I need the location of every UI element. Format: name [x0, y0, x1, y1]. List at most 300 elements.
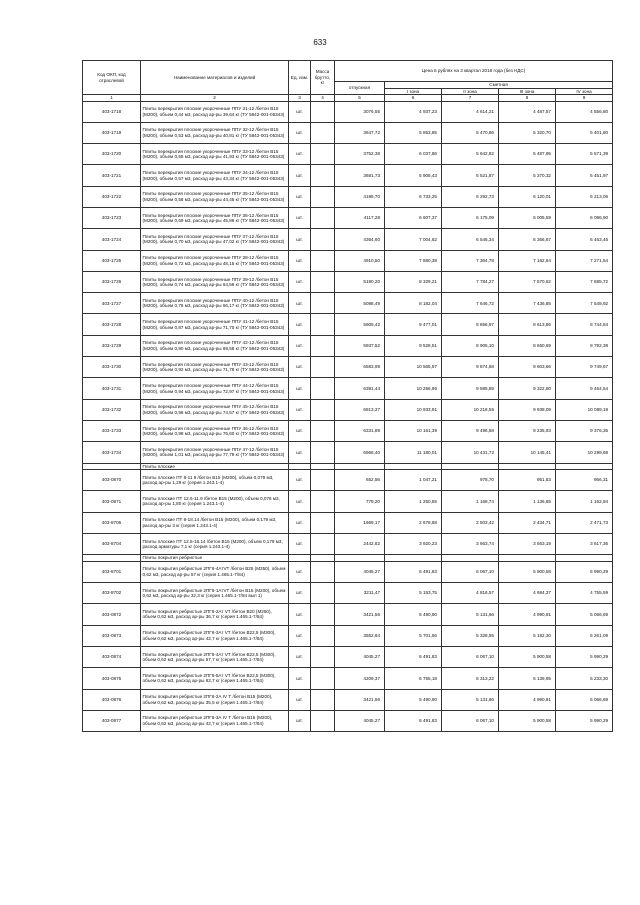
row-price-otpusk: 3681,73 — [335, 165, 385, 186]
row-unit: шт. — [289, 646, 311, 667]
row-price-zone-2: 6 067,10 — [442, 710, 499, 731]
row-code: 403-0872 — [83, 604, 141, 625]
row-name: Плиты перекрытия плоские укороченные ППУ 33-12 /бетон В15 (М200), объем 0,55 м3, расход ар-ры 41,93 кг (ТУ 5842-001-05343) — [141, 144, 289, 165]
row-price-zone-2: 1 168,74 — [442, 491, 499, 512]
row-price-zone-1: 10 565,97 — [385, 357, 442, 378]
table-row — [83, 357, 613, 378]
row-price-zone-3: 7 570,62 — [499, 271, 556, 292]
col-number: 2 — [141, 95, 289, 102]
row-price-zone-2: 8 905,10 — [442, 335, 499, 356]
row-price-zone-2: 3 663,74 — [442, 533, 499, 554]
row-code: 403-1727 — [83, 293, 141, 314]
table-row — [83, 710, 613, 731]
table-row — [83, 420, 613, 441]
row-price-zone-1: 5 490,90 — [385, 689, 442, 710]
table-row — [83, 561, 613, 582]
row-price-zone-3: 8 660,69 — [499, 335, 556, 356]
table-row — [83, 229, 613, 250]
row-price-zone-4: 5 401,80 — [556, 122, 613, 143]
row-price-otpusk: 4117,28 — [335, 207, 385, 228]
row-name: Плиты перекрытия плоские укороченные ППУ 45-12 /бетон В15 (М200), объем 0,96 м3, расход ар-ры 74,57 кг (ТУ 5842-001-05343) — [141, 399, 289, 420]
row-name: Плиты перекрытия плоские укороченные ППУ 42-12 /бетон В15 (М200), объем 0,90 м3, расход ар-ры 69,58 кг (ТУ 5842-001-05343) — [141, 335, 289, 356]
row-code: 403-1724 — [83, 229, 141, 250]
page-number: 633 — [313, 38, 327, 47]
row-price-zone-1: 5 853,85 — [385, 122, 442, 143]
row-mass — [311, 399, 335, 420]
row-name: Плиты покрытия ребристые 2ПГ6-4Ат VT /бетон В22,5 (М300), объем 0,62 м3, расход ар-ры 57,7 кг (серия 1.465.1-7/84) — [141, 646, 289, 667]
col-number: 3 — [289, 95, 311, 102]
row-price-zone-3: 9 322,80 — [499, 378, 556, 399]
row-code: 403-1732 — [83, 399, 141, 420]
row-price-zone-3: 5 182,30 — [499, 625, 556, 646]
row-price-zone-3: 6 139,95 — [499, 668, 556, 689]
row-code: 403-0876 — [83, 689, 141, 710]
row-code: 403-1723 — [83, 207, 141, 228]
row-price-otpusk: 3647,72 — [335, 122, 385, 143]
row-price-zone-3: 9 603,66 — [499, 357, 556, 378]
table-header — [83, 61, 613, 102]
row-price-otpusk: 5190,20 — [335, 271, 385, 292]
row-mass — [311, 668, 335, 689]
row-price-zone-1: 7 004,62 — [385, 229, 442, 250]
table-row — [83, 144, 613, 165]
row-price-zone-3: 5 320,70 — [499, 122, 556, 143]
col-number: 7 — [442, 95, 499, 102]
row-price-zone-3: 4 990,81 — [499, 689, 556, 710]
row-unit: шт. — [289, 207, 311, 228]
table-row — [83, 271, 613, 292]
row-code: 403-8702 — [83, 583, 141, 604]
row-mass — [311, 420, 335, 441]
row-price-zone-1: 9 528,51 — [385, 335, 442, 356]
row-price-zone-2: 10 431,72 — [442, 442, 499, 463]
row-price-zone-3: 5 370,32 — [499, 165, 556, 186]
row-name: Плиты перекрытия плоские укороченные ППУ 35-12 /бетон В15 (М200), объем 0,58 м3, расход ар-ры 44,45 кг (ТУ 5842-001-05343) — [141, 186, 289, 207]
row-price-zone-1: 3 920,23 — [385, 533, 442, 554]
row-price-zone-1: 8 329,21 — [385, 271, 442, 292]
header-otpusk: отпускная — [335, 82, 385, 95]
row-unit: шт. — [289, 293, 311, 314]
row-price-zone-2: 5 642,82 — [442, 144, 499, 165]
header-name: Наименование материалов и изделий — [141, 61, 289, 95]
row-mass — [311, 165, 335, 186]
row-name: Плиты плоские ПТ 12.5-11.9 /бетон В15 (М200), объем 0,076 м3, расход ар-ры 1,80 кг (серия 1.243.1-4) — [141, 491, 289, 512]
row-price-zone-3: 951,83 — [499, 470, 556, 491]
row-code: 403-1722 — [83, 186, 141, 207]
row-mass — [311, 144, 335, 165]
row-price-zone-1: 6 607,37 — [385, 207, 442, 228]
row-price-zone-3: 10 145,41 — [499, 442, 556, 463]
row-name: Плиты покрытия ребристые 2ПГ6-4АтVT /бетон В25 (М350), объем 0,62 м3, расход ар-ры 57 кг (серия 1.465.1-7/84) — [141, 561, 289, 582]
table-row — [83, 491, 613, 512]
row-price-otpusk: 5937,52 — [335, 335, 385, 356]
row-price-zone-1: 6 491,83 — [385, 646, 442, 667]
row-unit: шт. — [289, 470, 311, 491]
row-price-zone-2: 5 328,55 — [442, 625, 499, 646]
row-price-otpusk: 3421,56 — [335, 689, 385, 710]
row-name: Плиты перекрытия плоские укороченные ППУ 44-12 /бетон В15 (М200), объем 0,94 м3, расход ар-ры 72,97 кг (ТУ 5842-001-05343) — [141, 378, 289, 399]
row-code: 403-0871 — [83, 491, 141, 512]
row-price-zone-1: 4 937,23 — [385, 101, 442, 122]
row-code: 403-1720 — [83, 144, 141, 165]
header-zone-3: III зона — [499, 88, 556, 95]
row-code: 403-1730 — [83, 357, 141, 378]
row-unit: шт. — [289, 378, 311, 399]
row-mass — [311, 378, 335, 399]
row-mass — [311, 101, 335, 122]
row-code: 403-1733 — [83, 420, 141, 441]
row-price-zone-2: 9 585,89 — [442, 378, 499, 399]
row-price-zone-3: 2 434,71 — [499, 512, 556, 533]
row-code: 403-0870 — [83, 470, 141, 491]
row-mass — [311, 122, 335, 143]
row-name: Плиты перекрытия плоские укороченные ППУ 46-12 /бетон В15 (М200), объем 0,98 м3, расход ар-ры 76,60 кг (ТУ 5842-001-05343) — [141, 420, 289, 441]
table-row — [83, 604, 613, 625]
row-unit: шт. — [289, 165, 311, 186]
price-table — [82, 60, 613, 732]
row-price-zone-4: 6 096,90 — [556, 207, 613, 228]
table-row — [83, 512, 613, 533]
row-price-zone-4: 9 749,67 — [556, 357, 613, 378]
row-mass — [311, 229, 335, 250]
row-price-zone-3: 5 900,58 — [499, 561, 556, 582]
row-price-zone-4: 1 152,94 — [556, 491, 613, 512]
row-mass — [311, 491, 335, 512]
row-name: Плиты плоские ПТ 8-18.14 /бетон В15 (М200), объем 0,179 м3, расход ар-ры 3 кг (серия 1.243.1-4) — [141, 512, 289, 533]
row-price-zone-4: 4 755,59 — [556, 583, 613, 604]
row-price-zone-1: 11 180,01 — [385, 442, 442, 463]
row-unit: шт. — [289, 668, 311, 689]
row-mass — [311, 207, 335, 228]
row-price-zone-3: 5 487,95 — [499, 144, 556, 165]
table-row — [83, 625, 613, 646]
table-row — [83, 668, 613, 689]
row-name: Плиты покрытия ребристые 2ПГ6-1АтVT /бетон В15 (М200), объем 0,62 м3, расход ар-ры 32,3 кг (серия 1.465.1-7/84 вып 1) — [141, 583, 289, 604]
row-mass — [311, 442, 335, 463]
table-row — [83, 186, 613, 207]
row-price-zone-4: 7 271,54 — [556, 250, 613, 271]
header-mass: Масса брутто, кг — [311, 61, 335, 95]
row-price-zone-4: 2 471,73 — [556, 512, 613, 533]
row-price-otpusk: 4045,27 — [335, 646, 385, 667]
row-mass — [311, 335, 335, 356]
row-unit: шт. — [289, 710, 311, 731]
row-price-zone-2: 4 614,21 — [442, 101, 499, 122]
row-price-otpusk: 6583,99 — [335, 357, 385, 378]
row-price-zone-3: 7 436,85 — [499, 293, 556, 314]
row-unit: шт. — [289, 144, 311, 165]
row-price-zone-4: 9 464,54 — [556, 378, 613, 399]
table-row — [83, 122, 613, 143]
row-price-zone-2: 6 175,09 — [442, 207, 499, 228]
row-price-otpusk: 1669,17 — [335, 512, 385, 533]
row-price-zone-3: 1 136,65 — [499, 491, 556, 512]
row-price-otpusk: 779,20 — [335, 491, 385, 512]
row-mass — [311, 583, 335, 604]
row-price-zone-3: 9 235,93 — [499, 420, 556, 441]
row-price-zone-4: 7 685,72 — [556, 271, 613, 292]
row-code: 403-8701 — [83, 561, 141, 582]
row-code: 403-0874 — [83, 646, 141, 667]
row-mass — [311, 314, 335, 335]
table-row — [83, 293, 613, 314]
row-price-otpusk: 3076,55 — [335, 101, 385, 122]
header-smetnaya: Сметная — [385, 82, 613, 89]
row-unit: шт. — [289, 561, 311, 582]
row-price-zone-2: 6 067,10 — [442, 561, 499, 582]
row-price-zone-4: 10 299,68 — [556, 442, 613, 463]
row-price-otpusk: 4209,37 — [335, 668, 385, 689]
row-code: 403-1734 — [83, 442, 141, 463]
row-price-otpusk: 3752,38 — [335, 144, 385, 165]
header-zone-2: II зона — [442, 88, 499, 95]
row-mass — [311, 604, 335, 625]
row-price-zone-4: 6 213,06 — [556, 186, 613, 207]
row-price-zone-2: 8 856,97 — [442, 314, 499, 335]
col-number: 9 — [556, 95, 613, 102]
row-price-zone-3: 4 684,37 — [499, 583, 556, 604]
row-price-zone-1: 5 701,56 — [385, 625, 442, 646]
row-price-otpusk: 652,56 — [335, 470, 385, 491]
row-price-zone-2: 5 521,87 — [442, 165, 499, 186]
row-mass — [311, 186, 335, 207]
table-row — [83, 207, 613, 228]
row-price-otpusk: 6813,27 — [335, 399, 385, 420]
row-code: 403-1725 — [83, 250, 141, 271]
table-row — [83, 399, 613, 420]
row-price-otpusk: 2442,82 — [335, 533, 385, 554]
row-unit: шт. — [289, 512, 311, 533]
table-row — [83, 689, 613, 710]
row-name: Плиты покрытия ребристые 2ПГ6-2Ат VT /бетон В20 (М250), объем 0,62 м3, расход ар-ры 36,7 кг (серия 1.465.1-7/84) — [141, 604, 289, 625]
row-mass — [311, 533, 335, 554]
row-price-zone-3: 5 900,58 — [499, 710, 556, 731]
row-price-zone-1: 8 182,04 — [385, 293, 442, 314]
row-mass — [311, 646, 335, 667]
row-price-zone-3: 7 162,64 — [499, 250, 556, 271]
row-code: 403-8706 — [83, 512, 141, 533]
row-price-zone-4: 9 376,35 — [556, 420, 613, 441]
row-name: Плиты покрытия ребристые 2ПГ6-3А IV Т /бетон В15 (М200), объем 0,62 м3, расход ар-ры 42,7 кг (серия 1.465.1-7/84) — [141, 710, 289, 731]
row-price-zone-1: 1 047,21 — [385, 470, 442, 491]
row-name: Плиты покрытия ребристые 2ПГ6-2А IV Т /бетон В15 (М200), объем 0,62 м3, расход ар-ры 35,5 кг (серия 1.465.1-7/84) — [141, 689, 289, 710]
row-unit: шт. — [289, 357, 311, 378]
row-name: Плиты перекрытия плоские укороченные ППУ 34-12 /бетон В15 (М200), объем 0,57 м3, расход ар-ры 43,34 кг (ТУ 5842-001-05343) — [141, 165, 289, 186]
row-price-zone-4: 966,31 — [556, 470, 613, 491]
col-number: 4 — [311, 95, 335, 102]
row-price-zone-1: 9 477,01 — [385, 314, 442, 335]
row-unit: шт. — [289, 491, 311, 512]
row-price-otpusk: 4195,70 — [335, 186, 385, 207]
row-price-zone-2: 9 874,68 — [442, 357, 499, 378]
row-price-zone-2: 6 292,73 — [442, 186, 499, 207]
row-unit: шт. — [289, 625, 311, 646]
row-price-otpusk: 5905,42 — [335, 314, 385, 335]
row-price-zone-1: 6 037,86 — [385, 144, 442, 165]
row-price-zone-4: 4 556,80 — [556, 101, 613, 122]
row-price-otpusk: 6331,89 — [335, 420, 385, 441]
table-row — [83, 442, 613, 463]
row-price-zone-1: 6 733,25 — [385, 186, 442, 207]
row-unit: шт. — [289, 101, 311, 122]
row-price-zone-2: 6 067,10 — [442, 646, 499, 667]
row-unit: шт. — [289, 533, 311, 554]
row-mass — [311, 710, 335, 731]
header-unit: Ед. изм. — [289, 61, 311, 95]
row-price-otpusk: 4364,60 — [335, 229, 385, 250]
row-price-zone-1: 6 491,83 — [385, 561, 442, 582]
row-price-zone-4: 8 744,84 — [556, 314, 613, 335]
table-row — [83, 533, 613, 554]
row-name: Плиты перекрытия плоские укороченные ППУ 32-12 /бетон В15 (М200), объем 0,53 м3, расход ар-ры 40,81 кг (ТУ 5842-001-05343) — [141, 122, 289, 143]
section-title: Плиты плоские — [141, 463, 289, 470]
row-name: Плиты перекрытия плоские укороченные ППУ 47-12 /бетон В15 (М200), объем 1,01 м3, расход ар-ры 77,79 кг (ТУ 5842-001-05343) — [141, 442, 289, 463]
row-price-zone-3: 4 990,81 — [499, 604, 556, 625]
col-number: 5 — [335, 95, 385, 102]
row-mass — [311, 625, 335, 646]
col-number: 8 — [499, 95, 556, 102]
row-price-otpusk: 3211,47 — [335, 583, 385, 604]
header-price-group: Цена в рублях на 3 квартал 2016 года (без НДС) — [335, 61, 613, 82]
row-price-zone-4: 7 549,92 — [556, 293, 613, 314]
row-unit: шт. — [289, 229, 311, 250]
row-unit: шт. — [289, 335, 311, 356]
row-unit: шт. — [289, 689, 311, 710]
row-mass — [311, 357, 335, 378]
row-name: Плиты перекрытия плоские укороченные ППУ 40-12 /бетон В15 (М200), объем 0,76 м3, расход ар-ры 66,17 кг (ТУ 5842-001-05343) — [141, 293, 289, 314]
table-row — [83, 101, 613, 122]
row-price-zone-2: 10 218,55 — [442, 399, 499, 420]
row-price-zone-4: 8 792,38 — [556, 335, 613, 356]
row-unit: шт. — [289, 122, 311, 143]
row-price-zone-2: 7 364,78 — [442, 250, 499, 271]
row-price-zone-1: 5 490,90 — [385, 604, 442, 625]
row-code: 403-0873 — [83, 625, 141, 646]
row-price-zone-4: 5 066,69 — [556, 604, 613, 625]
row-price-zone-1: 5 908,43 — [385, 165, 442, 186]
row-price-zone-3: 6 005,59 — [499, 207, 556, 228]
row-code: 403-0877 — [83, 710, 141, 731]
row-price-otpusk: 3421,56 — [335, 604, 385, 625]
table-row — [83, 378, 613, 399]
row-price-otpusk: 4045,27 — [335, 710, 385, 731]
table-row — [83, 250, 613, 271]
row-code: 403-1728 — [83, 314, 141, 335]
table-row — [83, 470, 613, 491]
row-price-zone-2: 6 313,22 — [442, 668, 499, 689]
row-price-zone-2: 978,70 — [442, 470, 499, 491]
row-price-zone-2: 4 816,57 — [442, 583, 499, 604]
row-price-zone-4: 5 571,39 — [556, 144, 613, 165]
section-title: Плиты покрытия ребристые — [141, 555, 289, 562]
row-mass — [311, 470, 335, 491]
row-name: Плиты перекрытия плоские укороченные ППУ 41-12 /бетон В15 (М200), объем 0,87 м3, расход ар-ры 71,70 кг (ТУ 5842-001-05343) — [141, 314, 289, 335]
row-name: Плиты перекрытия плоские укороченные ППУ 37-12 /бетон В15 (М200), объем 0,70 м3, расход ар-ры 47,02 кг (ТУ 5842-001-05343) — [141, 229, 289, 250]
row-price-zone-3: 5 900,58 — [499, 646, 556, 667]
row-name: Плиты покрытия ребристые 2ПГ6-5Ат VT /бетон В22,5 (М300), объем 0,62 м3, расход ар-ры 62,7 кг (серия 1.465.1-7/84) — [141, 668, 289, 689]
row-price-zone-1: 7 880,38 — [385, 250, 442, 271]
header-zone-1: I зона — [385, 88, 442, 95]
row-code: 403-0875 — [83, 668, 141, 689]
row-price-zone-4: 5 990,29 — [556, 561, 613, 582]
row-price-zone-2: 2 503,42 — [442, 512, 499, 533]
row-price-zone-3: 3 563,19 — [499, 533, 556, 554]
row-price-zone-4: 5 990,29 — [556, 710, 613, 731]
row-price-zone-4: 6 463,46 — [556, 229, 613, 250]
row-unit: шт. — [289, 186, 311, 207]
header-code: Код ОКП, код отраслевой — [83, 61, 141, 95]
row-price-zone-3: 4 487,57 — [499, 101, 556, 122]
col-number: 1 — [83, 95, 141, 102]
row-price-zone-3: 6 120,01 — [499, 186, 556, 207]
row-mass — [311, 271, 335, 292]
col-number: 6 — [385, 95, 442, 102]
row-name: Плиты плоские ПТ 12.5-16.14 /бетон В15 (М200), объем 0,179 м3, расход арматуры 7,1 кг (серия 1.243.1-4) — [141, 533, 289, 554]
row-name: Плиты перекрытия плоские укороченные ППУ 31-12 /бетон В15 (М200), объем 0,44 м3, расход ар-ры 39,64 кг (ТУ 5842-001-05343) — [141, 101, 289, 122]
row-price-zone-3: 8 613,86 — [499, 314, 556, 335]
row-name: Плиты перекрытия плоские укороченные ППУ 36-12 /бетон В15 (М200), объем 0,69 м3, расход ар-ры 45,86 кг (ТУ 5842-001-05343) — [141, 207, 289, 228]
row-price-zone-3: 9 938,09 — [499, 399, 556, 420]
table-row — [83, 165, 613, 186]
row-price-zone-1: 10 161,39 — [385, 420, 442, 441]
row-price-zone-4: 5 066,69 — [556, 689, 613, 710]
row-price-zone-2: 6 546,34 — [442, 229, 499, 250]
table-row — [83, 646, 613, 667]
row-price-zone-2: 5 131,66 — [442, 689, 499, 710]
row-price-otpusk: 4045,27 — [335, 561, 385, 582]
row-price-otpusk: 6391,44 — [335, 378, 385, 399]
row-price-zone-1: 2 678,68 — [385, 512, 442, 533]
row-price-zone-4: 10 089,19 — [556, 399, 613, 420]
row-price-zone-1: 5 153,75 — [385, 583, 442, 604]
row-price-zone-2: 7 646,72 — [442, 293, 499, 314]
row-price-zone-2: 9 496,58 — [442, 420, 499, 441]
row-code: 403-1726 — [83, 271, 141, 292]
row-name: Плиты плоские ПТ 8-11 9 /бетон В15 (М200), объем 0,079 м3, расход ар-ры 1,29 кг (серия 1.243.1-4) — [141, 470, 289, 491]
row-price-zone-1: 6 491,83 — [385, 710, 442, 731]
table-body — [83, 101, 613, 732]
row-price-zone-4: 3 617,36 — [556, 533, 613, 554]
row-code: 403-8704 — [83, 533, 141, 554]
row-mass — [311, 250, 335, 271]
row-code: 403-1719 — [83, 122, 141, 143]
row-name: Плиты перекрытия плоские укороченные ППУ 39-12 /бетон В15 (М200), объем 0,74 м3, расход ар-ры 64,56 кг (ТУ 5842-001-05343) — [141, 271, 289, 292]
table-row — [83, 335, 613, 356]
header-zone-4: IV зона — [556, 88, 613, 95]
row-name: Плиты перекрытия плоские укороченные ППУ 38-12 /бетон В15 (М200), объем 0,72 м3, расход ар-ры 48,15 кг (ТУ 5842-001-05343) — [141, 250, 289, 271]
row-price-otpusk: 3552,84 — [335, 625, 385, 646]
row-price-otpusk: 5098,49 — [335, 293, 385, 314]
row-unit: шт. — [289, 399, 311, 420]
row-price-zone-2: 7 784,27 — [442, 271, 499, 292]
row-name: Плиты перекрытия плоские укороченные ППУ 43-12 /бетон В15 (М200), объем 0,92 м3, расход ар-ры 71,78 кг (ТУ 5842-001-05343) — [141, 357, 289, 378]
row-code: 403-1729 — [83, 335, 141, 356]
row-code: 403-1731 — [83, 378, 141, 399]
row-unit: шт. — [289, 314, 311, 335]
row-unit: шт. — [289, 604, 311, 625]
row-unit: шт. — [289, 442, 311, 463]
row-price-zone-1: 10 256,96 — [385, 378, 442, 399]
row-mass — [311, 689, 335, 710]
row-mass — [311, 561, 335, 582]
row-price-zone-2: 5 131,66 — [442, 604, 499, 625]
row-price-zone-1: 6 755,18 — [385, 668, 442, 689]
table-row — [83, 583, 613, 604]
row-price-zone-1: 10 933,91 — [385, 399, 442, 420]
row-price-otpusk: 6966,40 — [335, 442, 385, 463]
row-price-zone-4: 5 990,29 — [556, 646, 613, 667]
row-price-zone-1: 1 250,55 — [385, 491, 442, 512]
